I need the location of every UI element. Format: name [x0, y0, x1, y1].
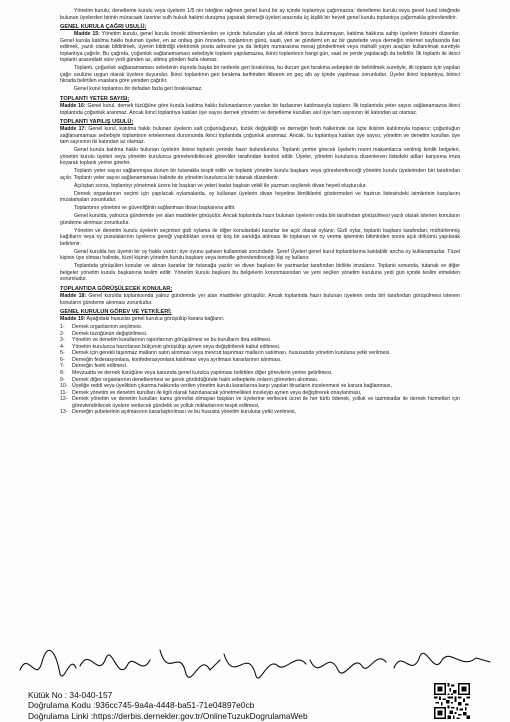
yapilis-paragraph-7: Genel kurulda, yalnızca gündemde yer alan maddeler görüşülür. Ancak toplantıda hazır bulunan üyelerin onda biri tarafından görüşülmesi yazılı olarak istenen konuların gündeme alınması zorunludur. [60, 213, 460, 226]
madde-17-text: Genel kurul, katılma hakkı bulunan üyelerin salt çoğunluğunun, tüzük değişikliği ve derneğin fesih hallerinde ise üçte ikisinin katılımıyla toplanır; çoğunluğun sağlanamaması sebebiyle toplantının ertelenmesi durumunda ikinci toplantıda çoğunluk aranmaz. Ancak, bu toplantıya katılan üye sayısı, yönetim ve denetim kurulları üye tam sayısının iki katından az olamaz. [60, 126, 460, 146]
section-heading-cagri: GENEL KURULA ÇAĞRI USULÜ; [60, 24, 147, 31]
yapilis-paragraph-6: Toplantının yönetimi ve güvenliğinin sağlanması divan başkanına aittir. [74, 205, 236, 212]
duty-number: 3- [60, 337, 65, 344]
yapilis-paragraph-8: Yönetim ve denetim kurulu üyelerin seçimleri gizli oylama ile diğer konulardaki kararlar ise açık olarak oylanır. Gizli oylar, toplantı başkanı tarafından, mühürlenmiş kağıtların veya oy pusulalarının üyelerce gereği yapıldıktan sonra içi boş bir sandığa atılması ile toplanan ve oy verme işleminin bitiminden sonra açık dökümü yapılarak belirlenir. [60, 227, 460, 247]
yapilis-paragraph-2: Genel kurula katılma hakkı bulunan üyelerin listesi toplantı yerinde hazır bulundurulur. Toplantı yerine girecek üyelerin resmi makamlarca verilmiş kimlik belgeleri, yönetim kurulu üyeleri veya yönetim kurulunca görevlendirilecek görevliler tarafından kontrol edilir. Üyeler, yönetim kurulunca düzenlenen listedeki adları karşısına imza koyarak toplantı yerine girerler. [60, 147, 460, 167]
yapilis-paragraph-9: Genel kurulda her üyenin bir oy hakkı vardır; üye oyunu şahsen kullanmak zorundadır. Şeref Üyeleri genel kurul toplantılarına katılabilir ancha oy kullanamazlar. Tüzel kişinin üye olması halinde, tüzel kişinin yönetim kurulu başkanı veya temsille görevlendireceği kişi oy kullanır. [60, 248, 460, 262]
duty-number: 13- [60, 409, 68, 416]
madde-18-paragraph [60, 293, 460, 306]
signature-5 [310, 659, 386, 673]
duty-number: 4- [60, 343, 65, 350]
duty-text: Dernek yönetim ve denetim kurulları kamu görevlisi olmayan başkan ve üyelerine verilecek ücret ile her türlü ödenek, yolluk ve tazminatlar ile dernek hizmetleri için görevlendirilecek üyelere verilecek gündelik ve yolluk miktarlarının tespit edilmesi, [72, 396, 460, 409]
section-heading-yeter-sayisi: TOPLANTI YETER SAYISI; [60, 95, 130, 102]
cagri-paragraph-3: Genel kurul toplantısı bir defadan fazla geri bırakılamaz. [74, 86, 203, 93]
verification-code: Doğrulama Kodu :936cc745-9a4a-4448-ba51-71e04897e0cb [28, 700, 255, 711]
duty-text: Dernek yönetim ve denetim kurulları ile ilgili olarak hazırlanacak yönetmelikleri inceleyip aynen veya değiştirerek onaylanması, [72, 389, 362, 396]
duty-number: 2- [60, 330, 65, 337]
signature-1 [20, 650, 76, 676]
duty-number: 10- [60, 383, 68, 390]
madde-18-text: Genel kurulda toplantısında yalnız gündemde yer alan maddeler görüşülür. Ancak toplantıda hazır bulunan üyelerin onda biri tarafından görüşülmesi istenen konuların gündeme alınması zorunludur. [60, 293, 460, 306]
yapilis-paragraph-4: Açılıştan sonra, toplantıyı yönetmek üzere bir başkan ve yeteri kadar başkan vekili ile yazman seçilerek divan heyeti oluşturulur. [74, 182, 367, 189]
duty-number: 8- [60, 370, 65, 376]
qr-code [434, 683, 470, 719]
duty-number: 12- [60, 396, 68, 403]
duty-number: 1- [60, 324, 65, 331]
madde-label: Madde 15: [74, 31, 100, 38]
madde-15-text: Yönetim kurulu, genel kurula önceki dönemlerden ve içinde bulunulan yıla ait ödenti borcu bulunmayan, katılma hakkına sahip üyelerin listesini düzenler. Genel kurula katılma hakkı bulunan üyeler, en az onbeş gün önceden, toplantının günü, saati, yeri ve gündemi en az bir gazetede veya derneğin internet sayfasında ilan edilmek, yazılı olarak bildirilmek, üyenin bildirdiği elektronik posta adresine ya da iletişim numarasına mesaj gönderilmek veya mahalli yayın araçları kullanılmak suretiyle toplantıya çağrılır. Bu çağrıda, çoğunluk sağlanamaması sebebiyle toplantı yapılamazsa, ikinci toplantının hangi gün, saat ve yerde yapılacağı da belirtilir. İlk toplantı ile ikinci toplantı arasındaki süre yedi günden az, altmış günden fazla olamaz. [60, 31, 460, 64]
madde-label: Madde 19: [60, 316, 86, 323]
intro-paragraph: Yönetim kurulu; denetleme kurulu veya üyelerin 1/5 nin isteğine rağmen genel kurul bir ay içinde toplantıya çağırmazsa; denetleme kurulu veya genel kurul isteğinde bulunan üyelerden birinin müracaatı üzerine sulh hukuk hakimi duruşma yaparak derneği üyeleri arasında üç kişilik bir heyeti genel kurulu toplantıya çağırmakla görevlendirir. [60, 8, 460, 21]
madde-16-text: Genel kurul, dernek tüzüğüne göre kurula katılma hakkı bulunanlarının yarıdan bir fazlasının katılmasıyla toplanır. İlk toplantıda yeter sayısı sağlanamazsa ikinci toplantıda çoğunluk aranmaz. Ancak ikinci toplantıya katılan üye sayısı dernek yönetim ve denetleme kurulları asıl üye tam sayısının iki katından az olamaz. [60, 103, 460, 116]
duty-text: Derneğin feshi edilmesi. [72, 363, 128, 370]
yapilis-paragraph-5: Dernek organlarının seçimi için yapılacak oylamalarda, oy kullanan üyelerin divan heyetine kimliklerini göstermeleri ve hazirun listesindeki isimlerinin karşılarını imzalamaları zorunludur. [60, 190, 460, 204]
madde-19-lead: Aşağıdaki hususlar genel kurulca görüşülüp karara bağlanır. [86, 316, 225, 323]
madde-label: Madde 18: [60, 293, 87, 299]
yapilis-paragraph-10: Toplantıda görüşülen konular ve alınan kararlar bir tutanağa yazılır ve divan başkanı ile yazmanlar tarafından birlikte imzalanır. Toplantı sonunda, tutanak ve diğer belgeler yönetim kurulu başkanına teslim edilir. Yönetim kurulu başkanı bu belgelerin korunmasından ve yeni seçilen yönetim kuruluna yedi gün içinde teslim etmekten sorumludur. [60, 263, 460, 283]
madde-label: Madde 17: [60, 126, 87, 133]
cagri-paragraph-2: Toplantı, çoğunluk sağlanamaması sebebinin dışında başka bir nedenle geri bırakılırsa, bu durum geri bırakma sebepleri de belirtilmek suretiyle, ilk toplantı için yapılan çağrı usulüne uygun olarak üyelere duyurulur. İkinci toplantının geri bırakma tarihinden itibaren en geç altı ay içinde yapılması zorunludur. Üyeler ikinci toplantıya, birinci fıkrada belirtilen esaslara göre yeniden çağrılır. [60, 65, 460, 85]
duty-text: Derneğin şubelerinin açılmasının kararlaştırılması ve bu hususta yönetim kuruluna yetki verilmesi, [72, 409, 297, 416]
signature-2 [80, 655, 150, 670]
madde-label: Madde 16: [60, 103, 86, 110]
duty-item [60, 409, 460, 416]
section-heading-gorusulecek-konular: TOPLANTIDA GÖRÜŞÜLECEK KONULAR; [60, 285, 173, 292]
verification-footer [28, 690, 408, 721]
section-heading-yapilis-usulu: TOPLANTI YAPILIŞ USULÜ; [60, 119, 134, 126]
signature-6 [394, 653, 490, 668]
madde-16-paragraph [60, 103, 460, 116]
duty-text: Yönetim kurulunca hazırlanan bütçenin görüşülüp aynen veya değiştirilerek kabul edilmesi. [72, 343, 281, 350]
duties-list [60, 324, 460, 416]
duty-item [60, 396, 460, 409]
duty-number: 5- [60, 350, 65, 357]
duty-text: Üyeliğe reddi veya üyelikten çıkarma hakkında verilen yönetim kurulu kararlarına karşı yapılan itirazların incelenmesi ve karara bağlanması, [72, 383, 393, 390]
duty-number: 11- [60, 389, 68, 396]
duty-text: Mevzuatta ve dernek tüzüğüne veya kanunda genel kurulca yapılması belirtilen diğer görevlerin yerine getirilmesi. [72, 370, 333, 376]
madde-15-paragraph [60, 31, 460, 64]
duty-number: 9- [60, 376, 65, 383]
verification-link[interactable]: Doğrulama Linki :https://derbis.dernekler.gov.tr/OnlineTuzukDogrulamaWeb [28, 710, 308, 721]
signatures [10, 640, 500, 692]
duty-text: Yönetim ve denetim kurullarının raporlarının görüşülmesi ve bu kurulların ibra edilmesi. [72, 337, 272, 344]
yapilis-paragraph-3: Toplantı yeter sayısı sağlanmışsa durum bir tutanakla tespit edilir ve toplantı yönetim kurulu başkanı veya görevlendireceği yönetim kurulu üyelerinden biri tarafından açılır. Toplantı yeter sayısı sağlanamaması halinde de yönetim kurulunca bir tutanak düzenlenir. [60, 168, 460, 181]
duty-text: Dernek tüzüğünün değiştirilmesi. [72, 330, 148, 337]
kutuk-no: Kütük No : 34-040-157 [28, 690, 113, 700]
duty-text: Dernek diğer organlarının denetlenmesi ve gerek görüldüğünde haklı sebeplerle onların görevden alınması. [72, 376, 319, 383]
signature-3 [160, 650, 220, 677]
madde-19-paragraph [60, 316, 460, 323]
madde-17-paragraph [60, 126, 460, 146]
duty-text: Dernek organlarının seçilmesi. [72, 324, 143, 331]
section-heading-gorev-yetkileri: GENEL KURULUN GÖREV VE YETKİLERİ; [60, 309, 172, 316]
duty-text: Dernek için gerekli taşınmaz malların satın alınması veya mevcut taşınmaz malların satılması, hususunda yönetim kuruluna yetki verilmesi. [72, 350, 391, 357]
duty-number: 6- [60, 356, 65, 363]
document-body [60, 8, 460, 416]
signature-4 [224, 654, 306, 678]
duty-text: Derneğin federasyonlara, konfederasyonlara katılması veya ayrılması kararlarının alınması. [72, 356, 282, 363]
duty-number: 7- [60, 363, 65, 370]
